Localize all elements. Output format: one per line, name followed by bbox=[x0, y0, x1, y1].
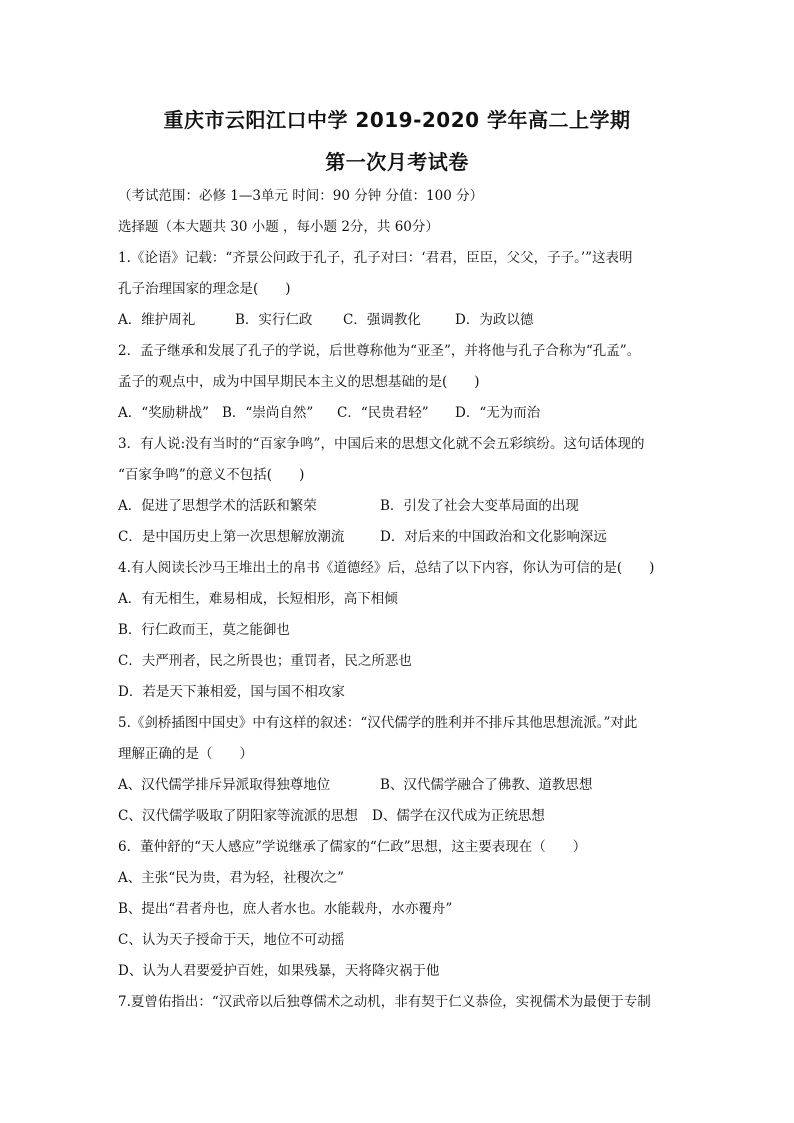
question-2-option-d: D．“无为而治 bbox=[455, 405, 541, 421]
question-3-option-d: D．对后来的中国政治和文化影响深远 bbox=[380, 529, 607, 545]
question-1-stem-line-1: 1.《论语》记载：“齐景公问政于孔子，孔子对曰：‘君君，臣臣，父父，子子。’”这表明 bbox=[118, 250, 633, 266]
question-7-stem-line-1: 7.夏曾佑指出：“汉武帝以后独尊儒术之动机，非有契于仁义恭俭，实视儒术为最便于专制 bbox=[118, 994, 651, 1010]
question-2-option-b: B．“崇尚自然” bbox=[222, 405, 314, 421]
question-3-stem-line-1: 3．有人说:没有当时的“百家争鸣”，中国后来的思想文化就不会五彩缤纷。这句话体现的 bbox=[118, 436, 645, 452]
question-1-option-b: B．实行仁政 bbox=[235, 312, 313, 328]
question-5-stem-line-2: 理解正确的是（ ） bbox=[118, 746, 253, 762]
question-5-stem-line-1: 5.《剑桥插图中国史》中有这样的叙述：“汉代儒学的胜利并不排斥其他思想流派。”对此 bbox=[118, 715, 638, 731]
question-5-option-d: D、儒学在汉代成为正统思想 bbox=[372, 808, 545, 824]
question-6-option-c: C、认为天子授命于天，地位不可动摇 bbox=[118, 932, 345, 948]
exam-info: （考试范围：必修 1—3单元 时间：90 分钟 分值：100 分） bbox=[118, 188, 484, 204]
question-5-option-b: B、汉代儒学融合了佛教、道教思想 bbox=[380, 777, 593, 793]
exam-title: 重庆市云阳江口中学 2019-2020 学年高二上学期 bbox=[163, 108, 631, 132]
question-1-stem-line-2: 孔子治理国家的理念是( ) bbox=[118, 281, 291, 297]
question-1-option-c: C．强调教化 bbox=[343, 312, 421, 328]
question-3-option-a: A．促进了思想学术的活跃和繁荣 bbox=[118, 498, 317, 514]
question-5-option-c: C、汉代儒学吸取了阴阳家等流派的思想 bbox=[118, 808, 358, 824]
question-1-option-a: A．维护周礼 bbox=[118, 312, 196, 328]
question-3-option-b: B．引发了社会大变革局面的出现 bbox=[380, 498, 579, 514]
question-3-stem-line-2: “百家争鸣”的意义不包括( ) bbox=[118, 467, 305, 483]
question-5-option-a: A、汉代儒学排斥异派取得独尊地位 bbox=[118, 777, 331, 793]
exam-subtitle: 第一次月考试卷 bbox=[325, 150, 469, 174]
question-6-stem-line-1: 6．董仲舒的“天人感应”学说继承了儒家的“仁政”思想，这主要表现在（ ） bbox=[118, 839, 587, 855]
question-6-option-b: B、提出“君者舟也，庶人者水也。水能载舟，水亦覆舟” bbox=[118, 901, 453, 917]
question-2-option-c: C．“民贵君轻” bbox=[337, 405, 429, 421]
question-4-stem-line-1: 4.有人阅读长沙马王堆出土的帛书《道德经》后，总结了以下内容，你认为可信的是( ) bbox=[118, 560, 655, 576]
question-1-option-d: D．为政以德 bbox=[455, 312, 534, 328]
question-4-option-c: C．夫严刑者，民之所畏也；重罚者，民之所恶也 bbox=[118, 653, 412, 669]
question-3-option-c: C．是中国历史上第一次思想解放潮流 bbox=[118, 529, 345, 545]
question-6-option-d: D、认为人君要爱护百姓，如果残暴，天将降灾祸于他 bbox=[118, 963, 440, 979]
question-2-stem-line-2: 孟子的观点中，成为中国早期民本主义的思想基础的是( ) bbox=[118, 374, 480, 390]
question-4-option-a: A．有无相生，难易相成，长短相形，高下相倾 bbox=[118, 591, 398, 607]
question-2-stem-line-1: 2．孟子继承和发展了孔子的学说，后世尊称他为“亚圣”，并将他与孔子合称为“孔孟”。 bbox=[118, 343, 641, 359]
question-4-option-d: D．若是天下兼相爱，国与国不相攻家 bbox=[118, 684, 345, 700]
question-6-option-a: A、主张“民为贵，君为轻，社稷次之” bbox=[118, 870, 345, 886]
question-4-option-b: B．行仁政而王，莫之能御也 bbox=[118, 622, 290, 638]
section-heading: 选择题（本大题共 30 小题 ，每小题 2分，共 60分） bbox=[118, 219, 439, 235]
question-2-option-a: A．“奖励耕战” bbox=[118, 405, 210, 421]
